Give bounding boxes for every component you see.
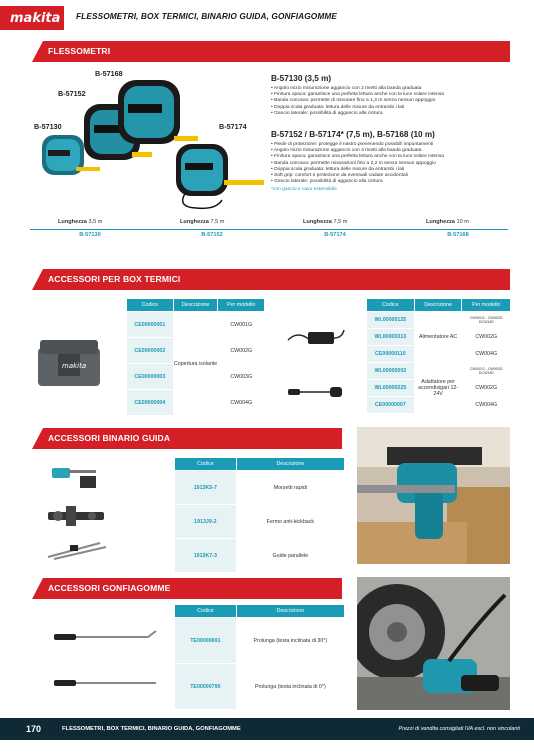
svg-text:makita: makita (62, 362, 87, 370)
section-title-flessometri: FLESSOMETRI (48, 46, 111, 56)
brand-text: makita (10, 11, 61, 26)
divider (30, 229, 508, 230)
car-adapter-image (286, 384, 346, 400)
cell-model: CW004G (462, 346, 511, 363)
cell-model: CW003G (218, 364, 265, 390)
spec1-item: • Banda concava: permette di misurare fino a 1,3 m senza nessun appoggio (271, 98, 511, 104)
box-cover-table (126, 298, 265, 416)
spec2-list (271, 142, 511, 185)
spec1-item: • Angolo inizio misurazione aggancio con 2 rivetti alla banda graduata (271, 86, 511, 92)
cell-code: TE00000691 (175, 618, 237, 664)
tape-b57168-icon (118, 80, 198, 144)
cell-code: 1913K7-3 (175, 539, 237, 573)
section-title-box: ACCESSORI PER BOX TERMICI (48, 274, 181, 284)
extension-0deg-image (48, 674, 160, 692)
anti-kickback-image (44, 502, 110, 532)
cell-code: CE00000110 (367, 346, 415, 363)
cell-desc: Prolunga (testa inclinata di 0°) (236, 664, 344, 710)
spec1-list (271, 86, 511, 117)
cell-code: TE00000795 (175, 664, 237, 710)
col-header: Descrizione (173, 299, 218, 312)
guide-rail-photo (357, 427, 510, 564)
code-b57168: B-57168 (447, 232, 469, 238)
tape-b57174-icon (176, 144, 264, 208)
code-b57152: B-57152 (201, 232, 223, 238)
label-b57130: B-57130 (34, 122, 62, 131)
col-header: Descrizione (236, 605, 344, 618)
label-b57174: B-57174 (219, 122, 247, 131)
parallel-guide-image (44, 537, 110, 561)
ac-adapter-image (286, 326, 346, 348)
section-bar-flessometri (32, 41, 510, 62)
spec2-item: • Doppia scala graduata: lettura delle misure da entrambi i lati (271, 167, 511, 173)
section-bar-binario (32, 428, 342, 449)
cell-desc: Prolunga (testa inclinata di 30°) (236, 618, 344, 664)
code-b57174: B-57174 (324, 232, 346, 238)
label-b57152: B-57152 (58, 89, 86, 98)
page-header (0, 0, 534, 34)
cell-desc: Fermo anti-kickback (236, 505, 344, 539)
box-adapter-table (366, 298, 511, 414)
cell-code: 1913K5-7 (175, 471, 237, 505)
cell-model: CW002G (462, 329, 511, 346)
length-b57152: Lunghezza 7,5 m (180, 219, 225, 225)
footer-title: FLESSOMETRI, BOX TERMICI, BINARIO GUIDA, GONFIAGOMME (62, 726, 241, 732)
inflator-photo (357, 577, 510, 710)
length-b57168: Lunghezza 10 m (426, 219, 469, 225)
spec2-item: • Gancio laterale: possibilità di aggancio alla cintura (271, 179, 511, 185)
cell-code: 1913J9-2 (175, 505, 237, 539)
section-bar-gonfiagomme (32, 578, 342, 599)
cell-desc: Adattatore per accendisigari 12-24V (414, 363, 462, 414)
cell-code: CE00000001 (127, 312, 174, 338)
col-header: Codice (367, 299, 415, 312)
cell-model: CW002G (462, 380, 511, 397)
col-header: Codice (175, 605, 237, 618)
cell-code: WL00000002 (367, 363, 415, 380)
cell-model: CW002G (218, 338, 265, 364)
cell-code: CE00000007 (367, 397, 415, 414)
cell-model: CW001G (218, 312, 265, 338)
section-title-gonfiagomme: ACCESSORI GONFIAGOMME (48, 583, 171, 593)
cell-code: WL00000225 (367, 380, 415, 397)
col-header: Per modello (462, 299, 511, 312)
page-title: FLESSOMETRI, BOX TERMICI, BINARIO GUIDA, GONFIAGOMME (76, 11, 338, 21)
label-b57168: B-57168 (95, 69, 123, 78)
length-b57174: Lunghezza 7,5 m (303, 219, 348, 225)
cell-code: CE00000002 (127, 338, 174, 364)
thermal-cover-image (36, 336, 102, 392)
tape-measures-image (36, 62, 266, 212)
cell-model: CW001G - CW003G DCW180 (462, 363, 511, 380)
page-number: 170 (26, 724, 42, 734)
spec1-item: • Gancio laterale: possibilità di aggancio alla cintura (271, 111, 511, 117)
spec1-item: • Doppia scala graduata: lettura delle misure da entrambi i lati (271, 105, 511, 111)
spec2-note: *con gancio e cavo estensibile (271, 187, 337, 192)
length-b57130: Lunghezza 3,5 m (58, 219, 103, 225)
spec2-item: • Banda concava: permette misurazioni fino a 2,2 m senza nessun appoggio (271, 161, 511, 167)
cell-code: WL00000313 (367, 329, 415, 346)
spec2-item: • Angolo inizio misurazione aggancio con 4 rivetti alla banda graduata (271, 148, 511, 154)
col-header: Codice (127, 299, 174, 312)
cell-desc: Alimentatore AC (414, 312, 462, 363)
gonfiagomme-table (174, 604, 345, 710)
quick-clamp-image (44, 462, 104, 492)
code-b57130: B-57130 (79, 232, 101, 238)
cell-model: CW001G - CW003G DCW180 (462, 312, 511, 329)
extension-30deg-image (48, 628, 160, 646)
spec2-item: • Soft grip: comfort e protezione da eventuali cadute accidentali (271, 173, 511, 179)
col-header: Descrizione (236, 458, 344, 471)
cell-code: CE00000003 (127, 364, 174, 390)
spec1-item: • Finitura opaca: garantisce una perfetta lettura anche con la luce solare intensa (271, 92, 511, 98)
section-title-binario: ACCESSORI BINARIO GUIDA (48, 433, 171, 443)
col-header: Per modello (218, 299, 265, 312)
cell-desc: Copertura isolante (173, 312, 218, 416)
spec1-title: B-57130 (3,5 m) (271, 74, 332, 83)
col-header: Descrizione (414, 299, 462, 312)
spec2-item: • Piede di protezione: protegge il nastro prevenendo possibili impuntamenti (271, 142, 511, 148)
makita-logo (0, 6, 64, 30)
cell-model: CW004G (218, 390, 265, 416)
page-footer (0, 718, 534, 740)
cell-desc: Morsetti rapidi (236, 471, 344, 505)
cell-code: WL00000125 (367, 312, 415, 329)
col-header: Codice (175, 458, 237, 471)
section-bar-box (32, 269, 510, 290)
cell-code: CE00000004 (127, 390, 174, 416)
cell-desc: Guide parallele (236, 539, 344, 573)
cell-model: CW004G (462, 397, 511, 414)
spec2-title: B-57152 / B-57174* (7,5 m), B-57168 (10 m) (271, 130, 435, 139)
spec2-item: • Finitura opaca: garantisce una perfetta lettura anche con la luce solare intensa (271, 154, 511, 160)
footer-note: Prezzi di vendita consigliati IVA escl. non vincolanti (398, 726, 520, 732)
binario-table (174, 457, 345, 573)
